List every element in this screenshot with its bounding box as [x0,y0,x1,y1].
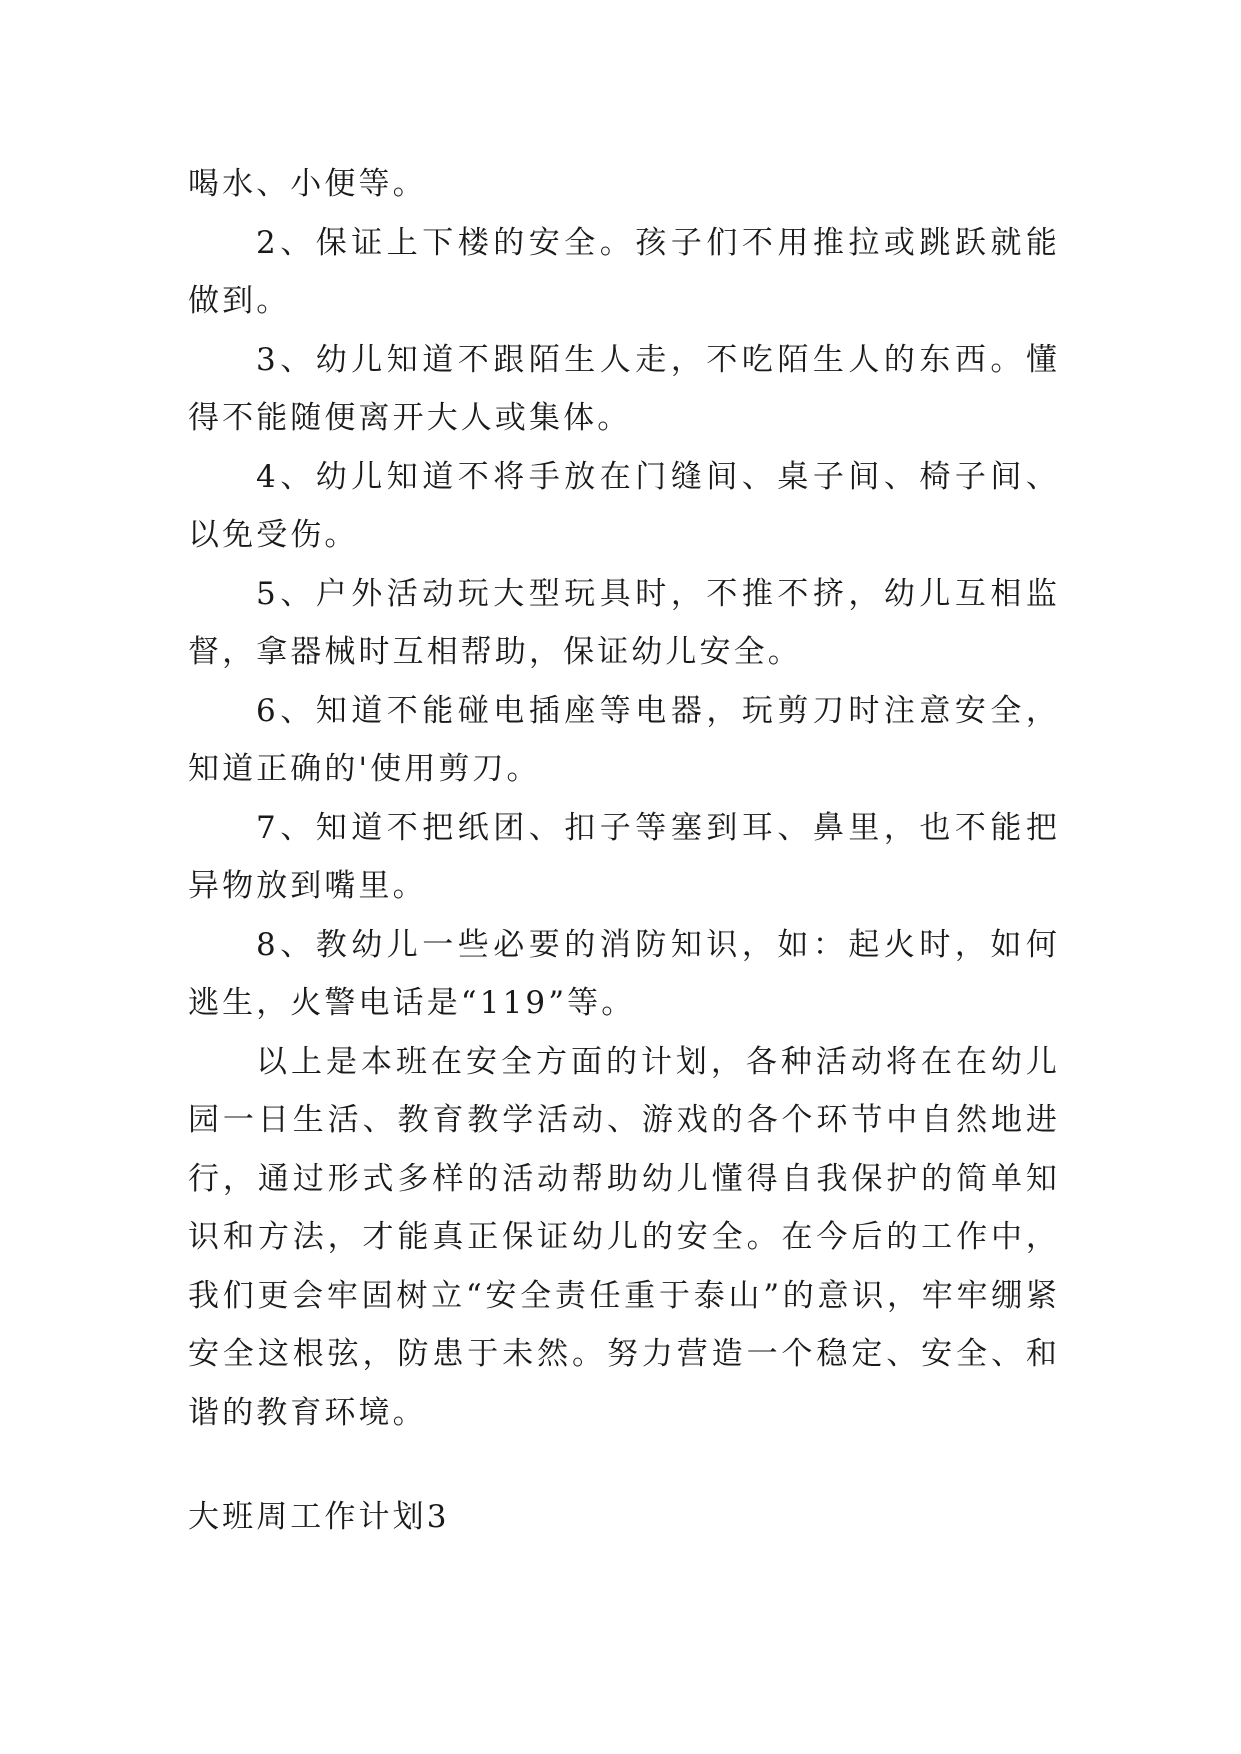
list-item-5: 5、户外活动玩大型玩具时，不推不挤，幼儿互相监督，拿器械时互相帮助，保证幼儿安全。 [188,575,1060,670]
paragraph-continuation: 喝水、小便等。 [188,166,427,202]
document-page [188,155,1060,1535]
list-item-2: 2、保证上下楼的安全。孩子们不用推拉或跳跃就能做到。 [188,224,1060,319]
list-item-6: 6、知道不能碰电插座等电器，玩剪刀时注意安全，知道正确的'使用剪刀。 [188,692,1060,787]
list-item-4: 4、幼儿知道不将手放在门缝间、桌子间、椅子间、以免受伤。 [188,458,1060,553]
list-item-7: 7、知道不把纸团、扣子等塞到耳、鼻里，也不能把异物放到嘴里。 [188,809,1060,904]
list-item-3: 3、幼儿知道不跟陌生人走，不吃陌生人的东西。懂得不能随便离开大人或集体。 [188,341,1060,436]
section-heading: 大班周工作计划3 [188,1499,450,1535]
summary-paragraph: 以上是本班在安全方面的计划，各种活动将在在幼儿园一日生活、教育教学活动、游戏的各个环节中自然地进行，通过形式多样的活动帮助幼儿懂得自我保护的简单知识和方法，才能真正保证幼儿的安全。在今后的工作中，我们更会牢固树立“安全责任重于泰山”的意识，牢牢绷紧安全这根弦，防患于未然。努力营造一个稳定、安全、和谐的教育环境。 [188,1043,1060,1431]
list-item-8: 8、教幼儿一些必要的消防知识，如：起火时，如何逃生，火警电话是“119”等。 [188,926,1060,1021]
